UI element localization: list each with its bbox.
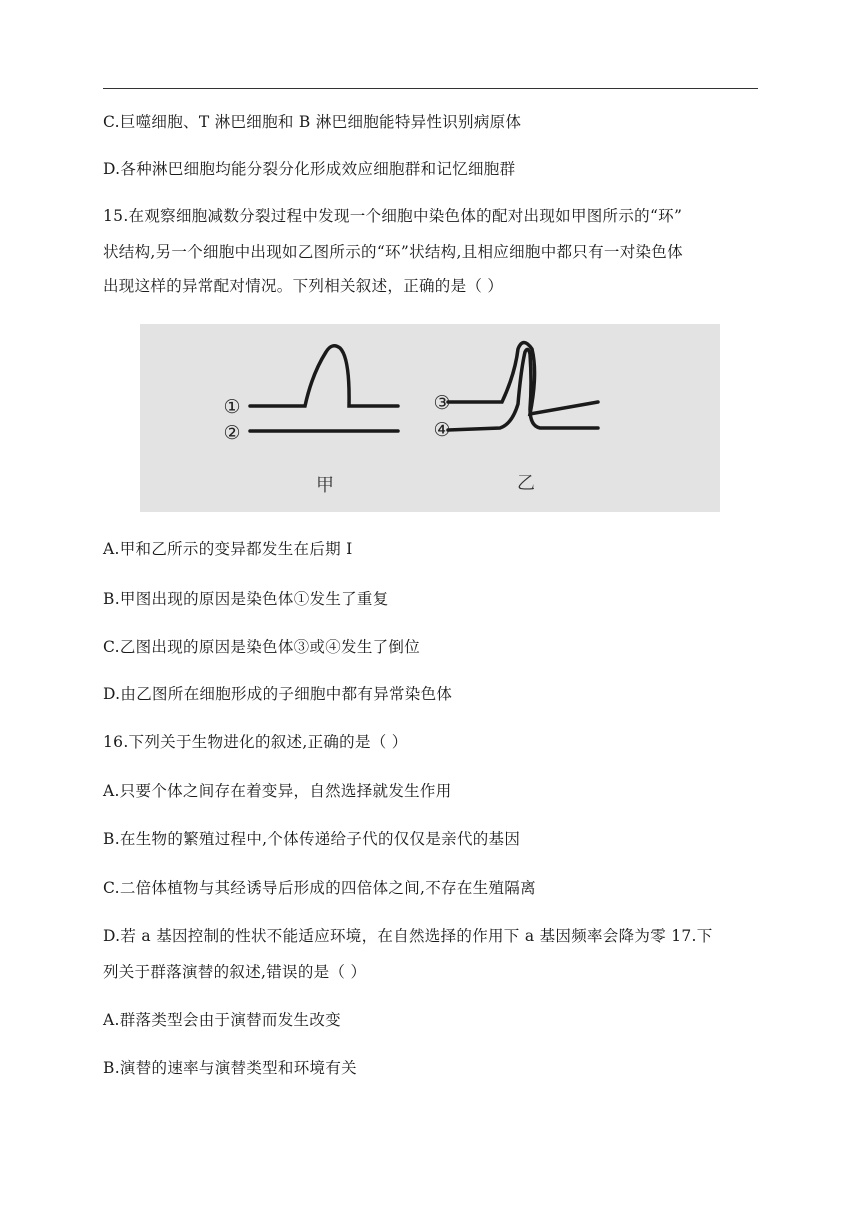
option-14c: C.巨噬细胞、T 淋巴细胞和 B 淋巴细胞能特异性识别病原体 [103, 113, 522, 131]
chromosome-1-line [250, 346, 398, 406]
label-circle-2: ② [223, 422, 241, 444]
chromosome-diagram [140, 324, 720, 512]
question-17: 列关于群落演替的叙述,错误的是（ ） [103, 963, 367, 981]
option-16c: C.二倍体植物与其经诱导后形成的四倍体之间,不存在生殖隔离 [103, 879, 536, 897]
label-circle-1: ① [223, 396, 241, 418]
figure-yi [448, 343, 598, 431]
option-15d: D.由乙图所在细胞形成的子细胞中都有异常染色体 [103, 685, 453, 703]
question-15-line-3: 出现这样的异常配对情况。下列相关叙述，正确的是（ ） [103, 277, 504, 295]
option-16a: A.只要个体之间存在着变异，自然选择就发生作用 [103, 782, 452, 800]
question-15-line-1: 15.在观察细胞减数分裂过程中发现一个细胞中染色体的配对出现如甲图所示的“环” [103, 207, 683, 225]
header-rule [103, 88, 758, 89]
question-16: 16.下列关于生物进化的叙述,正确的是（ ） [103, 733, 408, 751]
caption-yi: 乙 [517, 473, 535, 494]
option-15b: B.甲图出现的原因是染色体①发生了重复 [103, 590, 389, 608]
option-17b: B.演替的速率与演替类型和环境有关 [103, 1059, 357, 1077]
chromosome-figure [140, 324, 720, 512]
label-circle-4: ④ [433, 419, 451, 441]
figure-jia [250, 346, 398, 431]
option-14d: D.各种淋巴细胞均能分裂分化形成效应细胞群和记忆细胞群 [103, 160, 516, 178]
caption-jia: 甲 [316, 475, 334, 496]
option-15c: C.乙图出现的原因是染色体③或④发生了倒位 [103, 638, 421, 656]
option-17a: A.群落类型会由于演替而发生改变 [103, 1011, 341, 1029]
question-15-line-2: 状结构,另一个细胞中出现如乙图所示的“环”状结构,且相应细胞中都只有一对染色体 [103, 243, 683, 261]
chromosome-4-line [448, 349, 598, 430]
option-16d: D.若 a 基因控制的性状不能适应环境，在自然选择的作用下 a 基因频率会降为零 17.下 [103, 927, 713, 945]
option-15a: A.甲和乙所示的变异都发生在后期 I [103, 540, 353, 558]
option-16b: B.在生物的繁殖过程中,个体传递给子代的仅仅是亲代的基因 [103, 830, 521, 848]
label-circle-3: ③ [433, 392, 451, 414]
